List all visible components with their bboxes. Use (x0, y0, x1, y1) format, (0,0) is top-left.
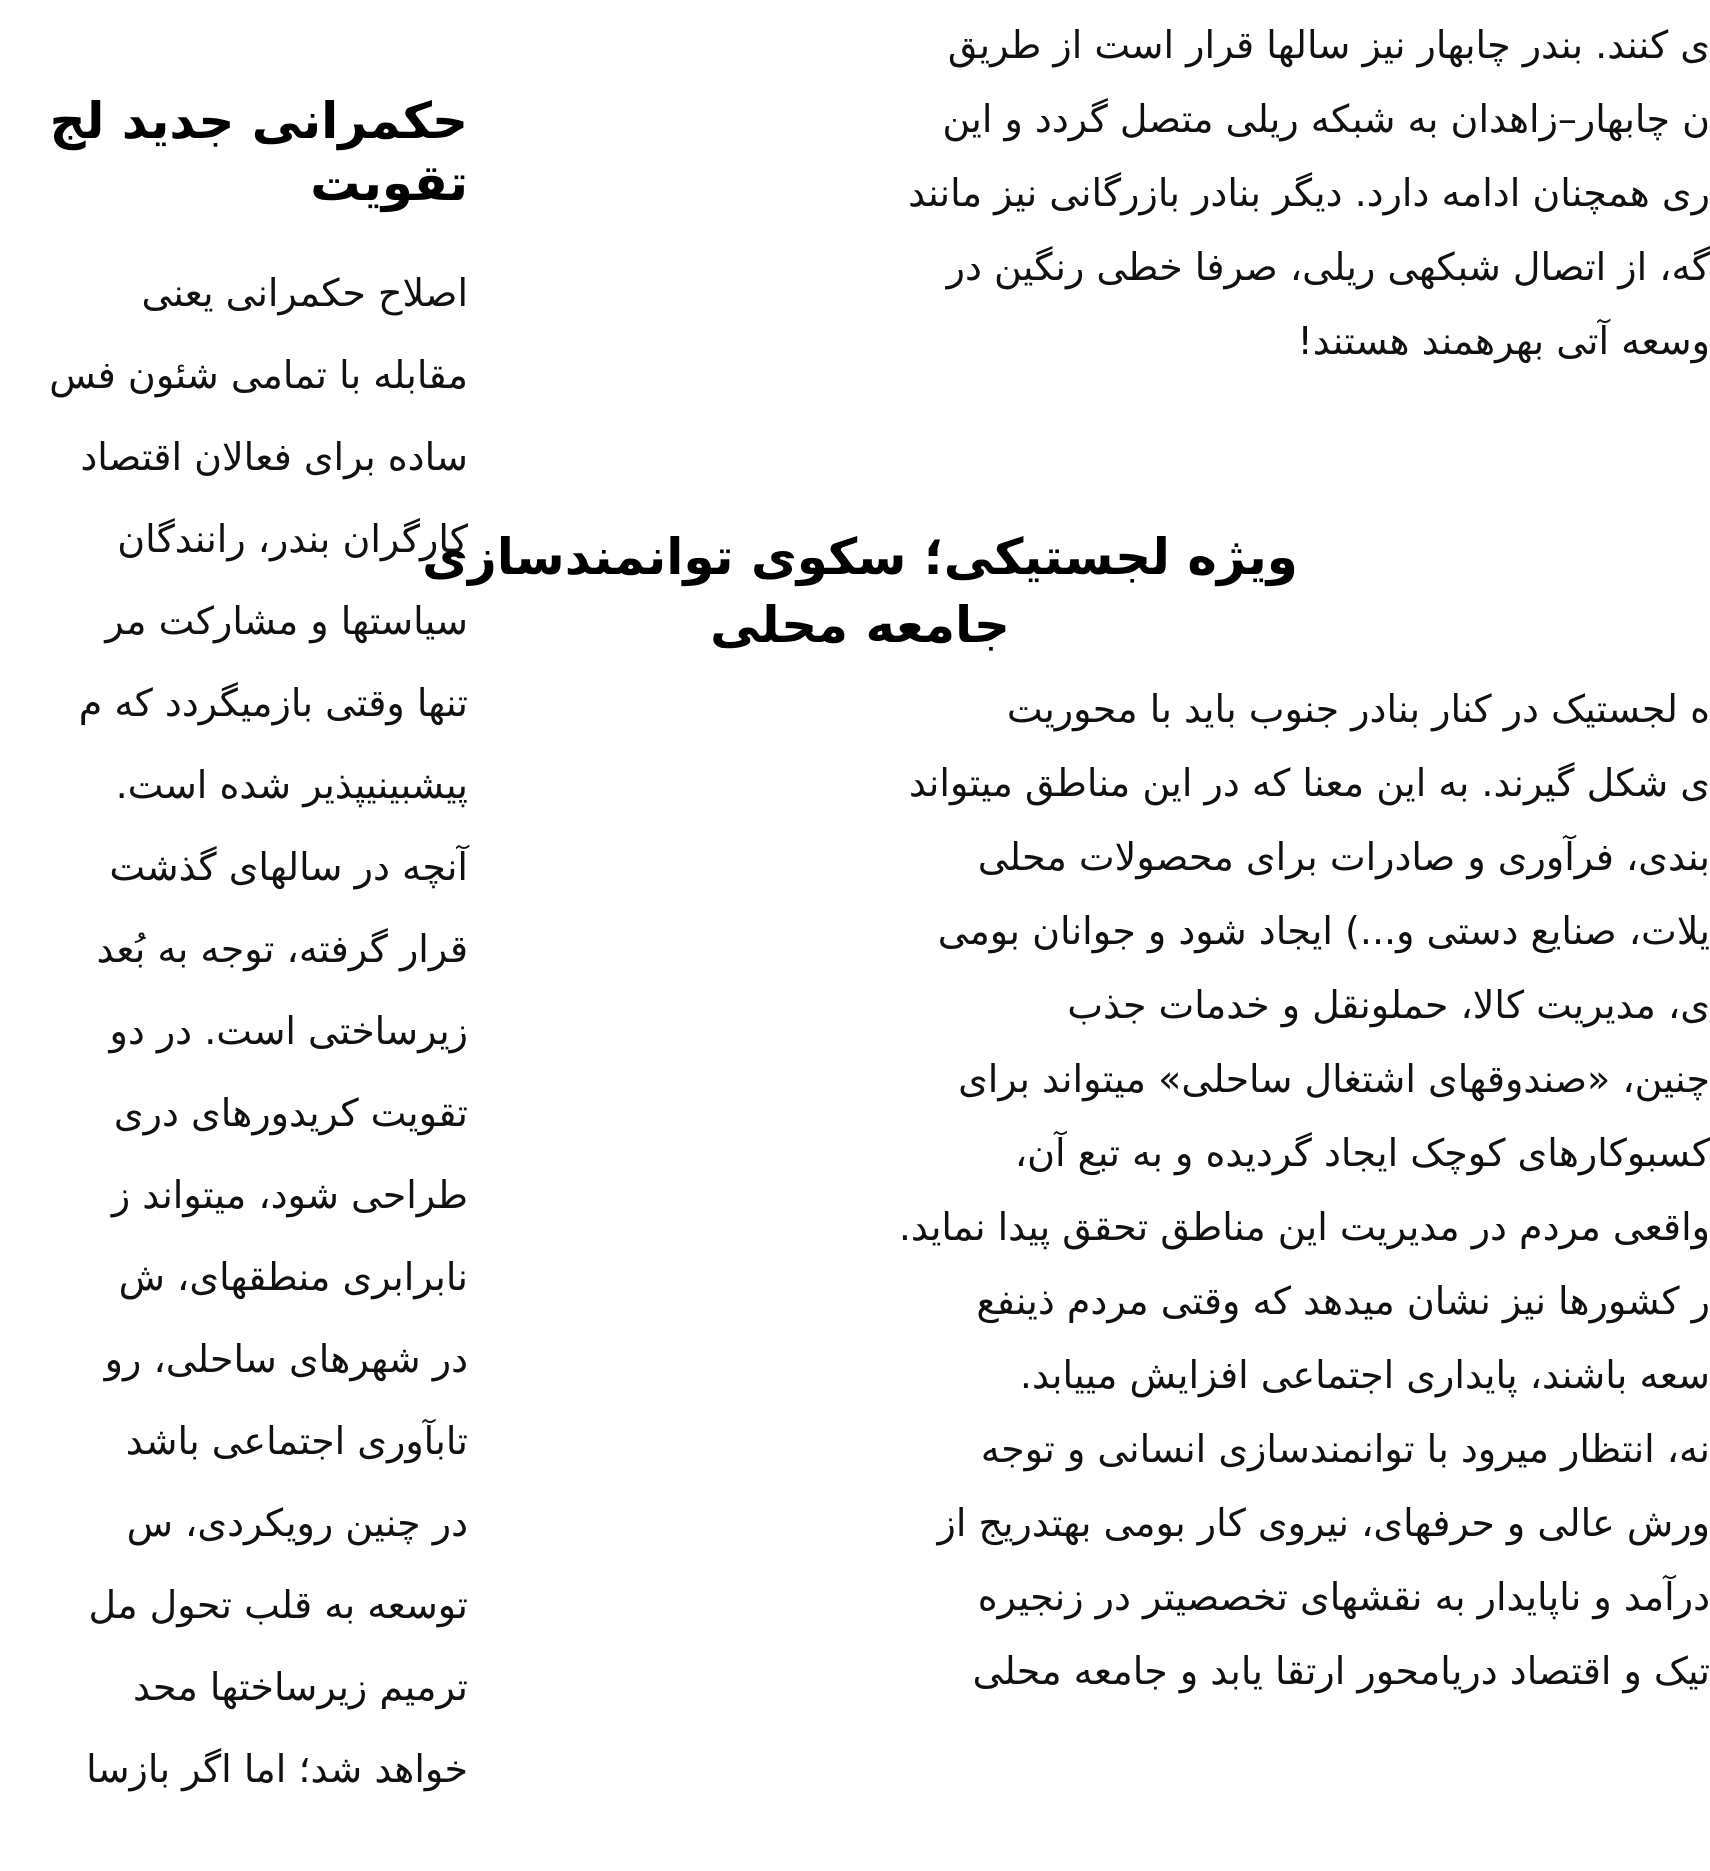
left-body-line: در شهرهای ساحلی، رو (104, 1337, 468, 1381)
right-body-line: ه لجستیک در کنار بنادر جنوب باید با محوریت (1006, 687, 1710, 731)
left-body-line: سیاستها و مشارکت مر (105, 599, 468, 643)
right-article-column (422, 0, 1710, 1871)
right-section-heading-line-2: جامعه محلی (710, 596, 1010, 654)
left-body-line: پیشبینیپذیر شده است. (115, 763, 468, 807)
left-body-line: توسعه به قلب تحول مل (88, 1583, 468, 1627)
left-article-column (0, 0, 468, 1871)
right-body-line: چنین، «صندوقهای اشتغال ساحلی» میتواند برای (958, 1057, 1710, 1101)
right-body-line: نه، انتظار میرود با توانمندسازی انسانی و توجه (980, 1427, 1710, 1471)
right-body-line: تیک و اقتصاد دریامحور ارتقا یابد و جامعه محلی (972, 1649, 1710, 1693)
left-body-line: خواهد شد؛ اما اگر بازسا (86, 1747, 468, 1791)
right-body-line: کسبوکارهای کوچک ایجاد گردیده و به تبع آن، (1014, 1131, 1710, 1175)
left-body-line: کارگران بندر، رانندگان (117, 517, 468, 561)
left-body-line: طراحی شود، میتواند ز (111, 1173, 468, 1217)
right-body-line: سعه باشند، پایداری اجتماعی افزایش مییابد. (1019, 1353, 1710, 1397)
right-section-heading-line-1: ویژه لجستیکی؛ سکوی توانمندسازی (422, 528, 1298, 586)
right-body-line: بندی، فرآوری و صادرات برای محصولات محلی (977, 835, 1710, 879)
right-body-line: واقعی مردم در مدیریت این مناطق تحقق پیدا نماید. (898, 1205, 1710, 1249)
left-body-line: قرار گرفته، توجه به بُعد (96, 927, 468, 971)
right-intro-line: گه، از اتصال شبکهی ریلی، صرفا خطی رنگین در (946, 245, 1710, 289)
right-body-line: ی، مدیریت کالا، حملونقل و خدمات جذب (1067, 983, 1710, 1027)
left-body-line: تابآوری اجتماعی باشد (125, 1419, 468, 1463)
right-intro-line: ی کنند. بندر چابهار نیز سالها قرار است از طریق (947, 23, 1710, 67)
left-body-line: آنچه در سالهای گذشت (109, 845, 468, 889)
right-body-line: ورش عالی و حرفهای، نیروی کار بومی بهتدریج از (937, 1501, 1710, 1545)
left-body-line: ترمیم زیرساختها محد (132, 1665, 468, 1709)
right-intro-line: ن چابهار–زاهدان به شبکه ریلی متصل گردد و این (942, 97, 1710, 141)
left-body-line: نابرابری منطقهای، ش (118, 1255, 468, 1299)
right-body-line: ر کشورها نیز نشان میدهد که وقتی مردم ذینفع (976, 1279, 1710, 1323)
right-body-line: درآمد و ناپایدار به نقشهای تخصصیتر در زنجیره (977, 1575, 1710, 1619)
right-intro-line: وسعه آتی بهرهمند هستند! (1297, 319, 1710, 363)
right-intro-line: ری همچنان ادامه دارد. دیگر بنادر بازرگانی نیز مانند (908, 171, 1710, 215)
left-body-line: تنها وقتی بازمیگردد که م (78, 681, 468, 725)
right-body-line: یلات، صنایع دستی و...) ایجاد شود و جوانان بومی (937, 909, 1710, 953)
left-body-line: زیرساختی است. در دو (109, 1009, 468, 1053)
left-body-line: تقویت کریدورهای دری (113, 1091, 468, 1135)
left-heading-line-2: تقویت (310, 154, 468, 212)
right-body-line: ی شکل گیرند. به این معنا که در این مناطق میتواند (908, 761, 1710, 805)
left-body-line: اصلاح حکمرانی یعنی (141, 271, 468, 315)
left-body-line: ساده برای فعالان اقتصاد (80, 435, 468, 479)
left-body-line: در چنین رویکردی، س (126, 1501, 468, 1545)
left-heading-line-1: حکمرانی جدید لج (49, 92, 468, 150)
left-body-line: مقابله با تمامی شئون فس (49, 353, 468, 397)
